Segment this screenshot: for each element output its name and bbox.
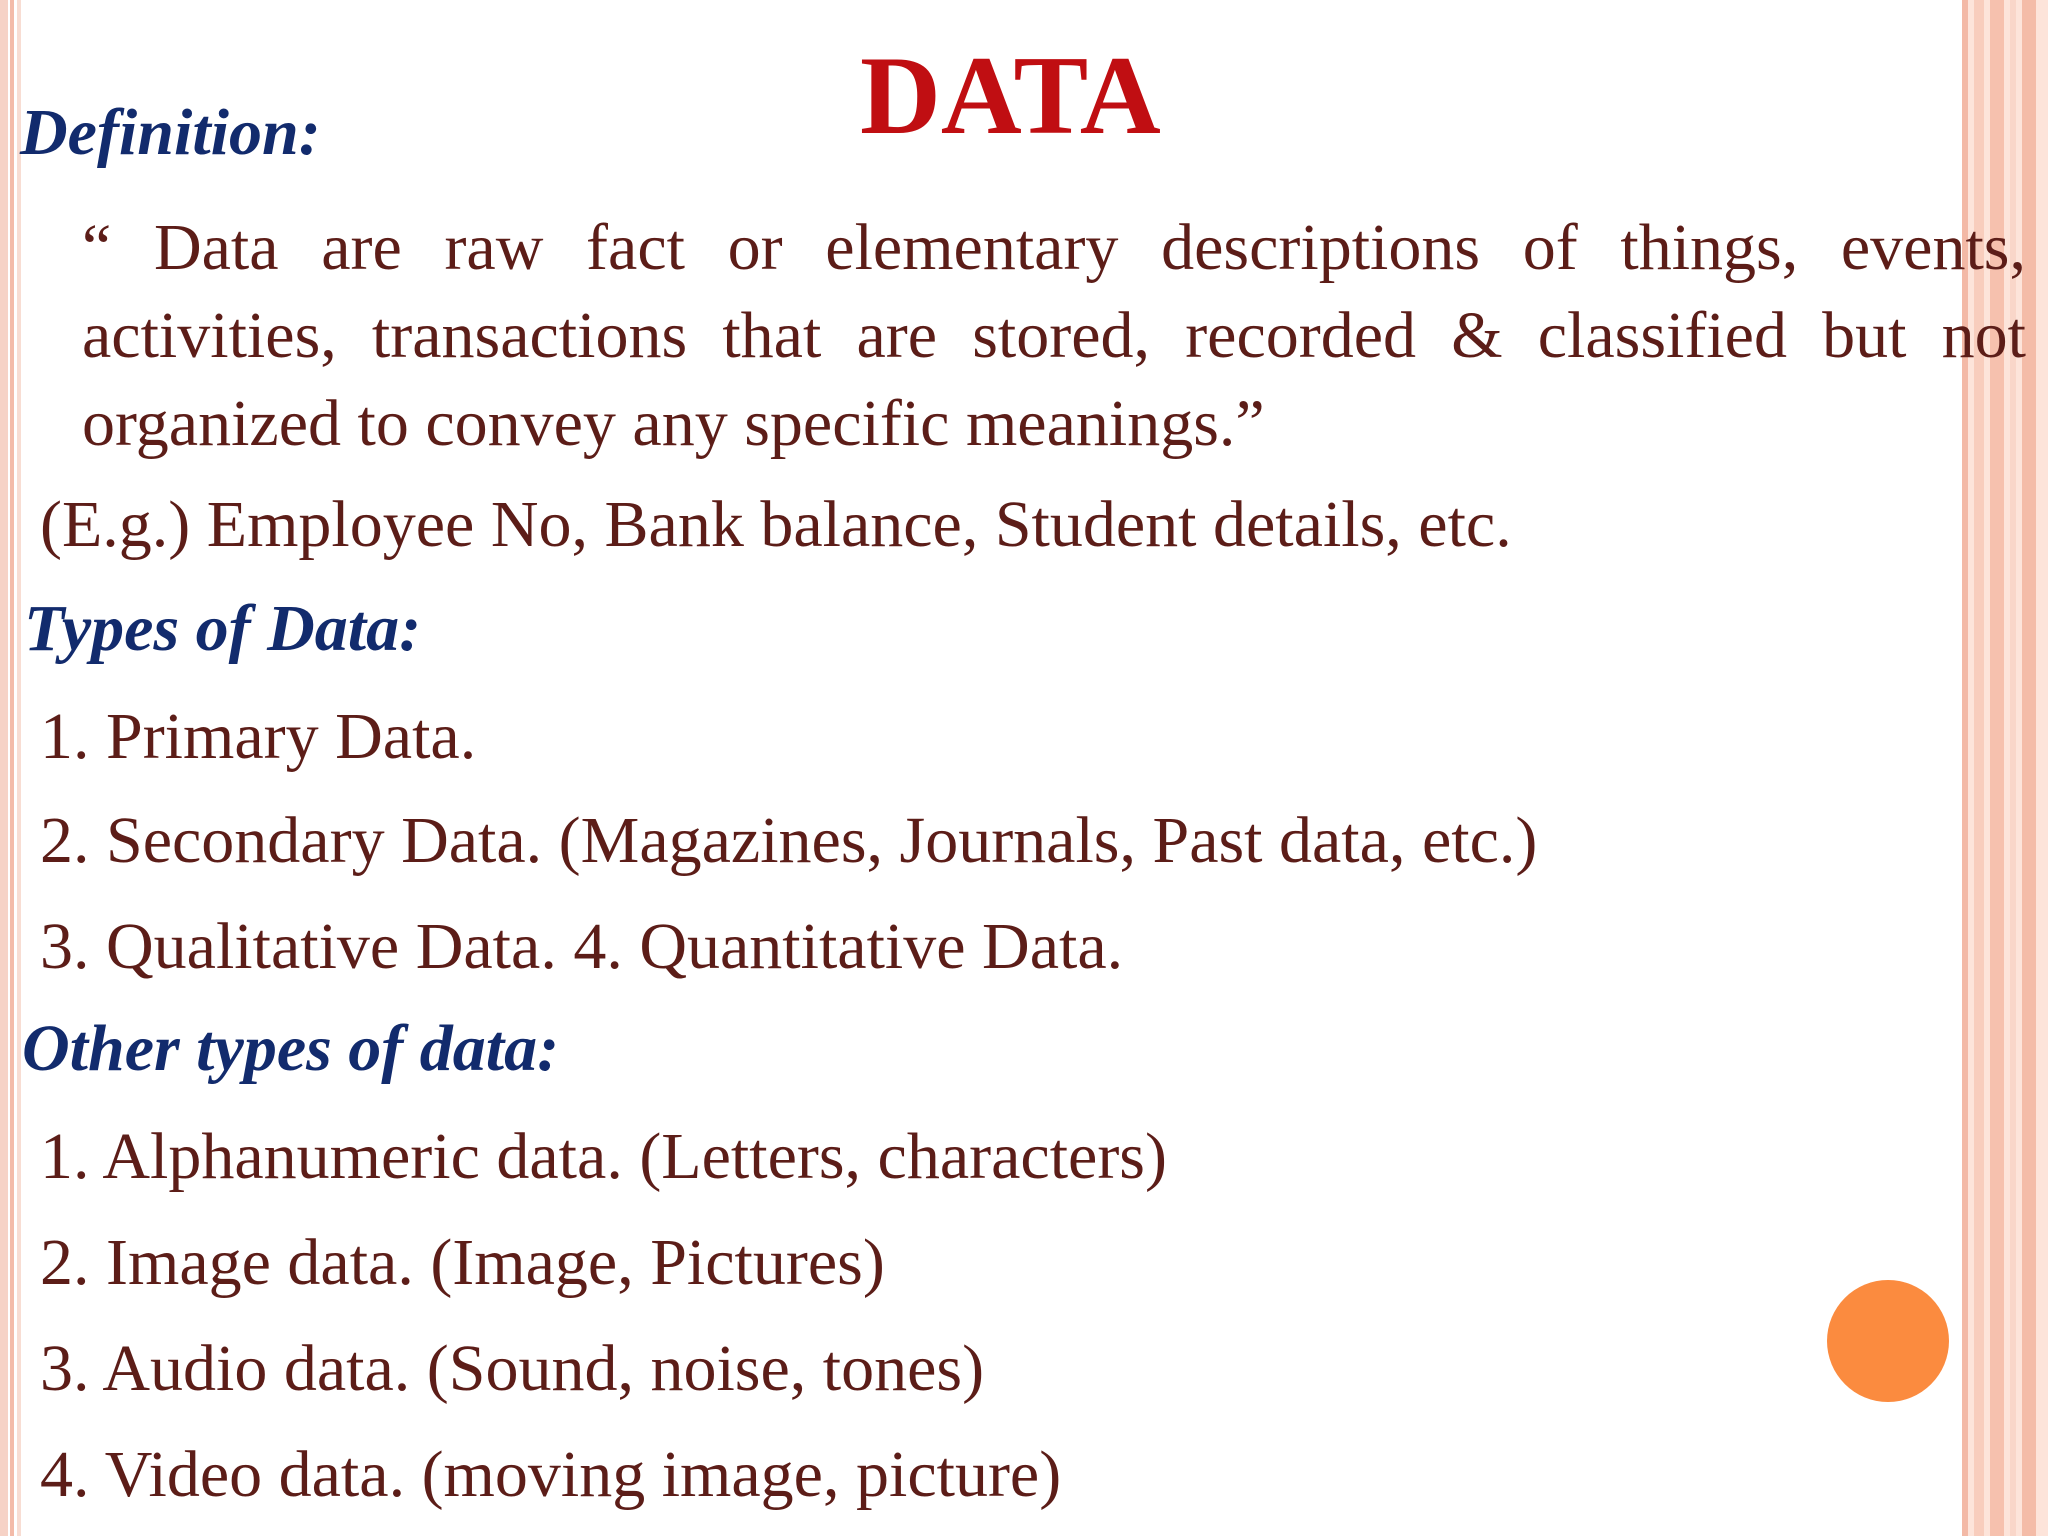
left-border-stripe	[10, 0, 14, 1536]
other-types-list-item: 4. Video data. (moving image, picture)	[40, 1438, 1062, 1511]
definition-text: “ Data are raw fact or elementary descriptions of things, events, activities, transactions that are stored, recorded & classified but not organized to convey any specific meanings.”	[82, 211, 2026, 460]
types-heading: Types of Data:	[24, 592, 422, 665]
types-list-item: 2. Secondary Data. (Magazines, Journals, Past data, etc.)	[40, 804, 1538, 877]
left-border-stripe	[0, 0, 8, 1536]
left-border-stripe	[17, 0, 21, 1536]
types-list-item: 3. Qualitative Data. 4. Quantitative Data.	[40, 910, 1124, 983]
other-types-list-item: 2. Image data. (Image, Pictures)	[40, 1226, 885, 1299]
types-list-item: 1. Primary Data.	[40, 700, 477, 773]
slide-title: DATA	[860, 34, 1161, 158]
decorative-orange-dot	[1827, 1280, 1949, 1402]
other-types-heading: Other types of data:	[22, 1012, 560, 1085]
other-types-list-item: 3. Audio data. (Sound, noise, tones)	[40, 1332, 985, 1405]
definition-heading: Definition:	[20, 96, 321, 169]
other-types-list-item: 1. Alphanumeric data. (Letters, characters)	[40, 1120, 1167, 1193]
example-text: (E.g.) Employee No, Bank balance, Student details, etc.	[40, 488, 1512, 561]
